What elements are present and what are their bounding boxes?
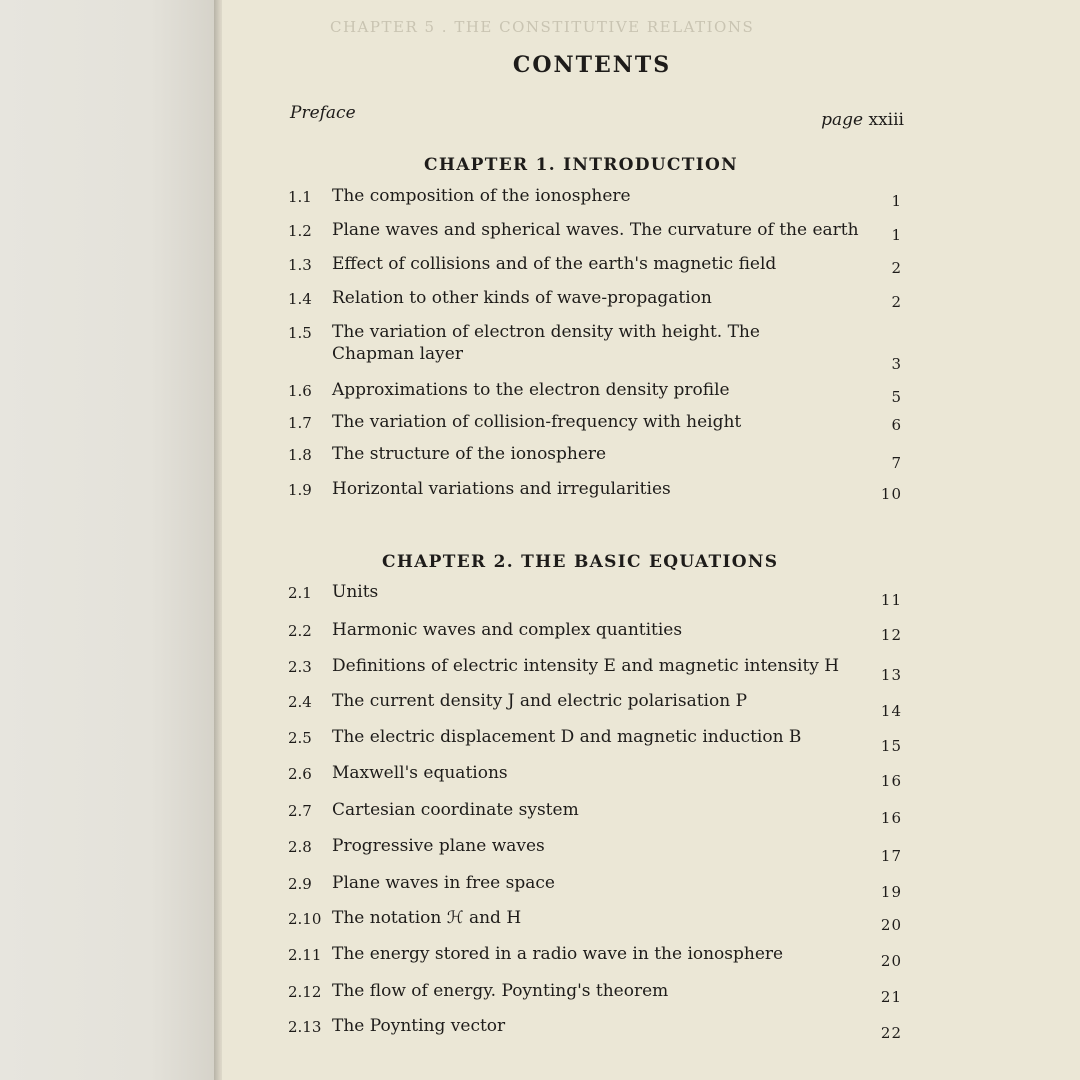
section-page: 10	[880, 485, 902, 503]
section-page: 6	[891, 416, 902, 434]
section-page: 11	[880, 591, 902, 609]
section-title: The notation ℋ and H	[332, 908, 522, 928]
section-title: The energy stored in a radio wave in the ionosphere	[332, 944, 784, 964]
section-page: 20	[880, 916, 902, 934]
section-page: 16	[880, 772, 902, 790]
section-number: 2.2	[288, 622, 312, 640]
section-title: Approximations to the electron density profile	[332, 380, 730, 400]
section-number: 2.8	[288, 838, 312, 856]
section-number: 2.6	[288, 765, 312, 783]
section-page: 14	[880, 702, 902, 720]
section-title: The electric displacement D and magnetic induction B	[332, 727, 802, 747]
section-title: The variation of collision-frequency with height	[332, 412, 742, 432]
section-title: Relation to other kinds of wave-propagation	[332, 288, 712, 308]
section-title: Harmonic waves and complex quantities	[332, 620, 683, 640]
section-title: The structure of the ionosphere	[332, 444, 607, 464]
section-title: Plane waves in free space	[332, 873, 555, 893]
section-number: 2.12	[288, 983, 322, 1001]
section-page: 22	[880, 1024, 902, 1042]
section-page: 5	[891, 388, 902, 406]
section-title: Progressive plane waves	[332, 836, 545, 856]
section-page: 2	[891, 293, 902, 311]
chapter-1-heading: CHAPTER 1. INTRODUCTION	[424, 155, 738, 175]
section-page: 20	[880, 952, 902, 970]
section-page: 2	[891, 259, 902, 277]
left-page	[0, 0, 214, 1080]
section-title: The Poynting vector	[332, 1016, 506, 1036]
section-number: 2.10	[288, 910, 322, 928]
section-number: 1.3	[288, 256, 312, 274]
section-page: 1	[891, 226, 902, 244]
section-number: 1.1	[288, 188, 312, 206]
section-page: 17	[880, 847, 902, 865]
section-page: 7	[891, 454, 902, 472]
section-number: 1.7	[288, 414, 312, 432]
section-number: 1.5	[288, 324, 312, 342]
section-number: 2.4	[288, 693, 312, 711]
section-page: 3	[891, 355, 902, 373]
section-title: The composition of the ionosphere	[332, 186, 631, 206]
section-title: Cartesian coordinate system	[332, 800, 579, 820]
section-number: 1.2	[288, 222, 312, 240]
section-title: Maxwell's equations	[332, 763, 508, 783]
section-number: 1.8	[288, 446, 312, 464]
preface-page: page xxiii	[821, 110, 904, 130]
preface-label: Preface	[290, 103, 356, 123]
section-title: Definitions of electric intensity E and magnetic intensity H	[332, 656, 840, 676]
section-title: Horizontal variations and irregularities	[332, 479, 671, 499]
section-number: 2.9	[288, 875, 312, 893]
section-number: 1.4	[288, 290, 312, 308]
section-title: Effect of collisions and of the earth's magnetic field	[332, 254, 777, 274]
bleed-through-text: CHAPTER 5 . THE CONSTITUTIVE RELATIONS	[330, 18, 755, 36]
section-number: 2.1	[288, 584, 312, 602]
section-page: 1	[891, 192, 902, 210]
section-page: 12	[880, 626, 902, 644]
section-page: 15	[880, 737, 902, 755]
section-title: The variation of electron density with height. The Chapman layer	[332, 322, 760, 364]
contents-title: CONTENTS	[512, 52, 672, 78]
section-title: The current density J and electric polarisation P	[332, 691, 748, 711]
section-number: 2.11	[288, 946, 322, 964]
section-number: 2.13	[288, 1018, 322, 1036]
section-page: 21	[880, 988, 902, 1006]
section-number: 2.5	[288, 729, 312, 747]
section-title: Plane waves and spherical waves. The curvature of the earth	[332, 220, 859, 240]
section-page: 19	[880, 883, 902, 901]
section-title: Units	[332, 582, 379, 602]
section-number: 2.7	[288, 802, 312, 820]
chapter-2-heading: CHAPTER 2. THE BASIC EQUATIONS	[382, 552, 779, 572]
section-page: 13	[880, 666, 902, 684]
section-number: 2.3	[288, 658, 312, 676]
section-number: 1.6	[288, 382, 312, 400]
section-number: 1.9	[288, 481, 312, 499]
section-page: 16	[880, 809, 902, 827]
section-title: The flow of energy. Poynting's theorem	[332, 981, 669, 1001]
